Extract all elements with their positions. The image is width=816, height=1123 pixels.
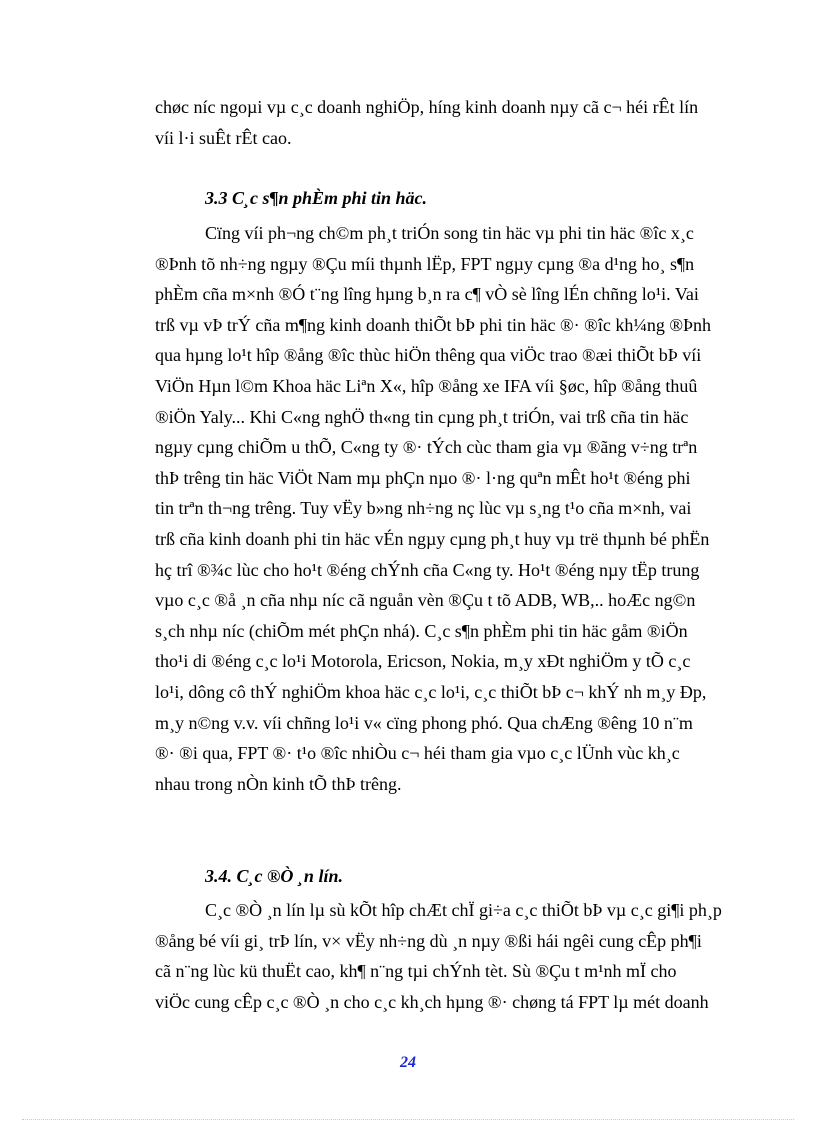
paragraph-line: viÖc cung cÊp c¸c ®Ò ¸n cho c¸c kh¸ch hµng ®· chøng tá FPT lµ mét doanh <box>155 991 709 1012</box>
paragraph-line: ®· ®i qua, FPT ®· t¹o ®îc nhiÒu c¬ héi tham gia vµo c¸c lÜnh vùc kh¸c <box>155 743 680 764</box>
intro-line: víi l·i suÊt rÊt cao. <box>155 128 292 148</box>
paragraph-line: lo¹i, dông cô thÝ nghiÖm khoa häc c¸c lo¹i, c¸c thiÕt bÞ c¬ khÝ nh m¸y Ðp, <box>155 681 707 702</box>
section-3-3-paragraph <box>155 218 759 799</box>
section-heading-3-4: 3.4. C¸c ®Ò ¸n lín. <box>205 866 343 886</box>
paragraph-line: trß vµ vÞ trÝ cña m¶ng kinh doanh thiÕt bÞ phi tin häc ®· ®îc kh¼ng ®Þnh <box>155 314 712 335</box>
paragraph-line: Cïng víi ph¬ng ch©m ph¸t triÓn song tin häc vµ phi tin häc ®îc x¸c <box>205 223 694 243</box>
paragraph-line: ViÖn Hµn l©m Khoa häc Liªn X«, hîp ®ång xe IFA víi §øc, hîp ®ång thuû <box>155 375 698 396</box>
paragraph-line: cã n¨ng lùc kü thuËt cao, kh¶ n¨ng tµi chÝnh tèt. Sù ®Çu t m¹nh mÏ cho <box>155 961 677 982</box>
intro-line: chøc níc ngoµi vµ c¸c doanh nghiÖp, híng kinh doanh nµy cã c¬ héi rÊt lín <box>155 97 699 117</box>
section-3-4-paragraph <box>155 895 759 1017</box>
paragraph-line: phÈm cña m×nh ®Ó t¨ng lîng hµng b¸n ra c¶ vÒ sè lîng lÉn chñng lo¹i. Vai <box>155 284 699 305</box>
intro-paragraph <box>155 92 759 154</box>
paragraph-line: qua hµng lo¹t hîp ®ång ®îc thùc hiÖn thêng qua viÖc trao ®æi thiÕt bÞ víi <box>155 345 702 366</box>
paragraph-line: ®ång bé víi gi¸ trÞ lín, v× vËy nh÷ng dù ¸n nµy ®ßi hái ngêi cung cÊp ph¶i <box>155 930 702 951</box>
paragraph-line: C¸c ®Ò ¸n lín lµ sù kÕt hîp chÆt chÏ gi÷a c¸c thiÕt bÞ vµ c¸c gi¶i ph¸p <box>205 900 722 920</box>
paragraph-line: vµo c¸c ®å ¸n cña nhµ níc cã nguån vèn ®Çu t tõ ADB, WB,.. hoÆc ng©n <box>155 590 696 611</box>
paragraph-line: ngµy cµng chiÕm u thÕ, C«ng ty ®· tÝch cùc tham gia vµ ®ãng v÷ng trªn <box>155 437 698 458</box>
paragraph-line: s¸ch nhµ níc (chiÕm mét phÇn nhá). C¸c s¶n phÈm phi tin häc gåm ®iÖn <box>155 620 688 641</box>
paragraph-line: tin trªn th¬ng trêng. Tuy vËy b»ng nh÷ng nç lùc vµ s¸ng t¹o cña m×nh, vai <box>155 498 692 519</box>
paragraph-line: tho¹i di ®éng c¸c lo¹i Motorola, Ericson, Nokia, m¸y xÐt nghiÖm y tÕ c¸c <box>155 651 691 672</box>
paragraph-line: thÞ trêng tin häc ViÖt Nam mµ phÇn nµo ®· l·ng quªn mÊt ho¹t ®éng phi <box>155 467 691 488</box>
page-number: 24 <box>400 1054 416 1071</box>
paragraph-line: ®Þnh tõ nh÷ng ngµy ®Çu míi thµnh lËp, FPT ngµy cµng ®a d¹ng ho¸ s¶n <box>155 253 695 274</box>
paragraph-line: ®iÖn Yaly... Khi C«ng nghÖ th«ng tin cµng ph¸t triÓn, vai trß cña tin häc <box>155 406 689 427</box>
paragraph-line: m¸y n©ng v.v. víi chñng lo¹i v« cïng phong phó. Qua chÆng ®êng 10 n¨m <box>155 712 693 733</box>
paragraph-line: hç trî ®¾c lùc cho ho¹t ®éng chÝnh cña C«ng ty. Ho¹t ®éng nµy tËp trung <box>155 559 700 580</box>
page-bottom-divider <box>22 1119 794 1120</box>
paragraph-line: nhau trong nÒn kinh tÕ thÞ trêng. <box>155 773 402 794</box>
section-heading-3-3: 3.3 C¸c s¶n phÈm phi tin häc. <box>205 188 428 208</box>
paragraph-line: trß cña kinh doanh phi tin häc vÉn ngµy cµng ph¸t huy vµ trë thµnh bé phËn <box>155 528 710 549</box>
